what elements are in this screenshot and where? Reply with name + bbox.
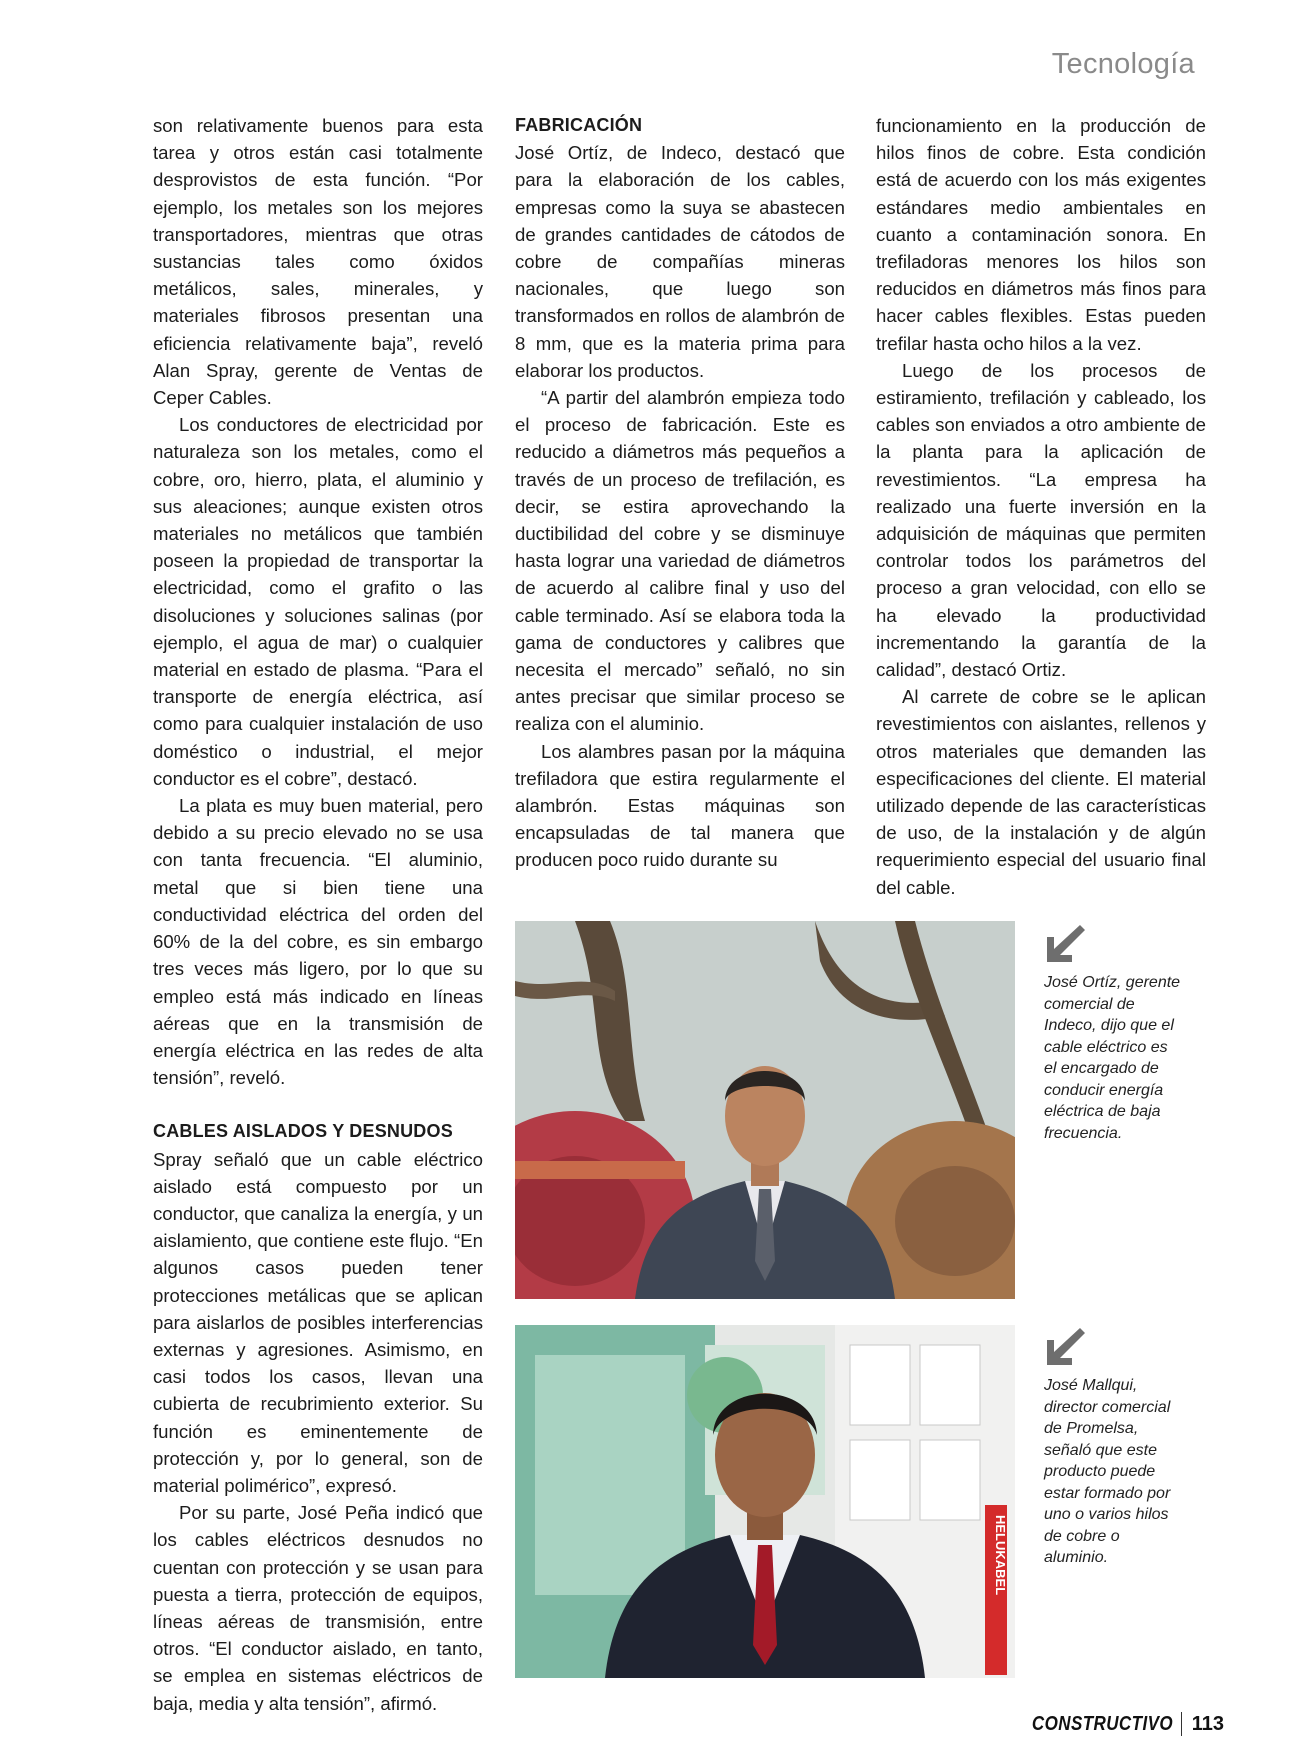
caption-photo2 bbox=[1044, 1325, 1184, 1569]
paragraph: Los conductores de electricidad por naturaleza son los metales, como el cobre, oro, hierro, plata, el aluminio y sus aleaciones; aunque existen otros materiales no metálicos que también poseen la propiedad de transportar la electricidad, como el grafito o las disoluciones y soluciones salinas (por ejemplo, el agua de mar) o cualquier material en estado de plasma. “Para el transporte de energía eléctrica, así como para cualquier instalación de uso doméstico o industrial, el mejor conductor es el cobre”, destacó. bbox=[153, 414, 483, 789]
section-title: Tecnología bbox=[1051, 48, 1195, 80]
page-number: 113 bbox=[1191, 1712, 1224, 1735]
column-middle bbox=[515, 112, 845, 874]
subheading-fabricacion: FABRICACIÓN bbox=[515, 115, 643, 135]
caption-text: José Ortíz, gerente comercial de Indeco, dijo que el cable eléctrico es el encargado de conducir energía eléctrica de baja frecuencia. bbox=[1044, 974, 1181, 1142]
column-left bbox=[153, 112, 483, 1717]
subheading-cables: CABLES AISLADOS Y DESNUDOS bbox=[153, 1121, 453, 1142]
footer-divider bbox=[1181, 1712, 1182, 1736]
paragraph: Al carrete de cobre se le aplican revestimientos con aislantes, rellenos y otros materiales que demanden las especificaciones del cliente. El material utilizado depende de las características de uso, de la instalación y de algún requerimiento especial del usuario final del cable. bbox=[876, 686, 1206, 898]
caption-text: José Mallqui, director comercial de Promelsa, señaló que este producto puede estar formado por uno o varios hilos de cobre o aluminio. bbox=[1044, 1377, 1171, 1566]
paragraph: son relativamente buenos para esta tarea y otros están casi totalmente desprovistos de esta función. “Por ejemplo, los metales son los mejores transportadores, mientras que otras sustancias tales como óxidos metálicos, sales, minerales, y materiales fibrosos presentan una eficiencia relativamente baja”, reveló Alan Spray, gerente de Ventas de Ceper Cables. bbox=[153, 115, 483, 409]
arrow-down-left-icon bbox=[1044, 922, 1086, 964]
paragraph: Por su parte, José Peña indicó que los cables eléctricos desnudos no cuentan con protección y se usan para puesta a tierra, protección de equipos, líneas aéreas de transmisión, entre otros. “El conductor aislado, en tanto, se emplea en sistemas eléctricos de baja, media y alta tensión”, afirmó. bbox=[153, 1502, 483, 1714]
page-footer bbox=[1007, 1712, 1224, 1736]
paragraph: “A partir del alambrón empieza todo el proceso de fabricación. Este es reducido a diámetros más pequeños a través de un proceso de trefilación, es decir, se estira aprovechando la ductibilidad del cobre y se disminuye hasta lograr una variedad de diámetros de acuerdo al calibre final y uso del cable terminado. Así se elabora toda la gama de conductores y calibres que necesita el mercado” señaló, no sin antes precisar que similar proceso se realiza con el aluminio. bbox=[515, 387, 845, 735]
helukabel-sign: HELUKABEL bbox=[993, 1515, 1008, 1596]
paragraph: Luego de los procesos de estiramiento, trefilación y cableado, los cables son enviados a otro ambiente de la planta para la aplicación de revestimientos. “La empresa ha realizado una fuerte inversión en la adquisición de máquinas que permiten controlar todos los parámetros del proceso a gran velocidad, con ello se ha elevado la productividad incrementando la garantía de la calidad”, destacó Ortiz. bbox=[876, 359, 1206, 681]
paragraph: funcionamiento en la producción de hilos finos de cobre. Esta condición está de acuerdo con los más exigentes estándares medio ambientales en cuanto a contaminación sonora. En trefiladoras menores los hilos son reducidos en diámetros más finos para hacer cables flexibles. Estas pueden trefilar hasta ocho hilos a la vez. bbox=[876, 115, 1206, 354]
paragraph: José Ortíz, de Indeco, destacó que para la elaboración de los cables, empresas como la suya se abastecen de grandes cantidades de cátodos de cobre de compañías mineras nacionales, que luego son transformados en rollos de alambrón de 8 mm, que es la materia prima para elaborar los productos. bbox=[515, 142, 845, 381]
caption-photo1 bbox=[1044, 922, 1184, 1144]
paragraph: Los alambres pasan por la máquina trefiladora que estira regularmente el alambrón. Estas máquinas son encapsuladas de tal manera que producen poco ruido durante su bbox=[515, 740, 845, 871]
photo-jose-ortiz bbox=[515, 921, 1015, 1299]
photo-jose-mallqui bbox=[515, 1325, 1015, 1678]
arrow-down-left-icon bbox=[1044, 1325, 1086, 1367]
column-right bbox=[876, 112, 1206, 901]
paragraph: La plata es muy buen material, pero debido a su precio elevado no se usa con tanta frecuencia. “El aluminio, metal que si bien tiene una conductividad eléctrica del orden del 60% de la del cobre, es sin embargo tres veces más ligero, por lo que su empleo está más indicado en líneas aéreas que en la transmisión de energía eléctrica en las redes de alta tensión”, reveló. bbox=[153, 795, 483, 1089]
paragraph: Spray señaló que un cable eléctrico aislado está compuesto por un conductor, que canaliza la energía, y un aislamiento, que contiene este flujo. “En algunos casos pueden tener protecciones metálicas que se aplican para aislarlos de posibles interferencias externas y agresiones. Asimismo, en casi todos los casos, llevan una cubierta de recubrimiento exterior. Su función es eminentemente de protección y, por lo general, son de material polimérico”, expresó. bbox=[153, 1148, 483, 1496]
magazine-logo: CONSTRUCTIVO bbox=[1031, 1712, 1173, 1735]
